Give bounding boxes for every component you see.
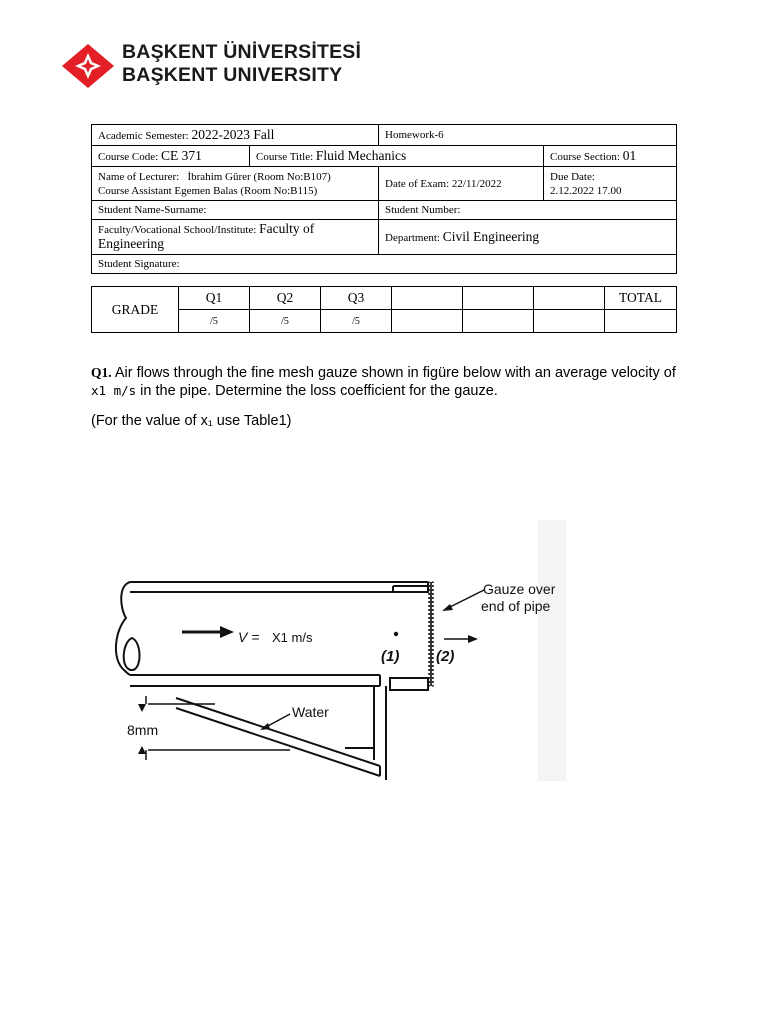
grade-q1-score: /5: [179, 310, 250, 333]
course-code-cell: Course Code: CE 371: [92, 146, 250, 167]
due-date-cell: Due Date: 2.12.2022 17.00: [544, 167, 677, 201]
velocity-symbol: V =: [238, 629, 260, 645]
grade-header-q1: Q1: [179, 287, 250, 310]
semester-cell: Academic Semester: 2022-2023 Fall: [92, 125, 379, 146]
velocity-value: X1 m/s: [272, 630, 313, 645]
grade-header-empty: [392, 287, 463, 310]
department-cell: Department: Civil Engineering: [379, 220, 677, 255]
lecturer-cell: Name of Lecturer: İbrahim Gürer (Room No:B107) Course Assistant Egemen Balas (Room No:B115): [92, 167, 379, 201]
grade-total-score: [605, 310, 677, 333]
grade-header-empty: [534, 287, 605, 310]
question-1-label: Q1.: [91, 365, 112, 380]
course-info-table: [91, 124, 677, 274]
grade-q3-score: /5: [321, 310, 392, 333]
velocity-variable: x1 m/s: [91, 383, 137, 398]
course-title-cell: Course Title: Fluid Mechanics: [250, 146, 544, 167]
gauze-label-line1: Gauze over: [483, 581, 556, 597]
water-label: Water: [292, 704, 329, 720]
due-date-value: 2.12.2022 17.00: [550, 184, 622, 197]
grade-score-empty: [463, 310, 534, 333]
point-2-label: (2): [436, 648, 455, 665]
university-name: [122, 41, 361, 87]
student-signature-field: Student Signature:: [92, 255, 677, 274]
assistant-name: Course Assistant Egemen Balas (Room No:B115): [98, 184, 318, 197]
question-1-text: Q1. Air flows through the fine mesh gauze shown in figüre below with an average velocity of x1 m/s in the pipe. Determine the loss coefficient for the gauze.: [91, 365, 676, 399]
course-section-value: 01: [622, 147, 637, 163]
grade-score-empty: [534, 310, 605, 333]
point-1-label: (1): [381, 648, 400, 665]
student-number-field: Student Number:: [379, 201, 677, 220]
height-label: 8mm: [127, 722, 159, 738]
faculty-cell: Faculty/Vocational School/Institute: Faculty of Engineering: [92, 220, 379, 255]
grade-header-q2: Q2: [250, 287, 321, 310]
pipe-figure: [100, 520, 566, 781]
gauze-mesh: [428, 582, 434, 686]
grade-header-total: TOTAL: [605, 287, 677, 310]
homework-cell: Homework-6: [379, 125, 677, 146]
university-name-english: BAŞKENT UNIVERSITY: [122, 64, 343, 86]
university-logo: [62, 40, 362, 92]
university-emblem-icon: [62, 44, 114, 88]
department-value: Civil Engineering: [442, 228, 540, 244]
course-section-cell: Course Section: 01: [544, 146, 677, 167]
gauze-label-line2: end of pipe: [481, 598, 551, 614]
question-1-note: (For the value of x₁ use Table1): [91, 413, 292, 429]
student-name-field: Student Name-Surname:: [92, 201, 379, 220]
university-name-turkish: BAŞKENT ÜNİVERSİTESİ: [122, 41, 362, 63]
course-code-value: CE 371: [160, 147, 202, 163]
grade-header-empty: [463, 287, 534, 310]
grade-label: GRADE: [92, 287, 179, 333]
grade-header-q3: Q3: [321, 287, 392, 310]
exam-date-cell: Date of Exam: 22/11/2022: [379, 167, 544, 201]
grade-score-empty: [392, 310, 463, 333]
semester-value: 2022-2023 Fall: [191, 126, 275, 142]
grade-table: [91, 286, 677, 333]
course-title-value: Fluid Mechanics: [315, 147, 407, 163]
grade-q2-score: /5: [250, 310, 321, 333]
faculty-value: Faculty of Engineering: [98, 221, 315, 251]
pipe-gauze-diagram: [100, 520, 566, 781]
lecturer-name: İbrahim Gürer: [187, 170, 251, 183]
